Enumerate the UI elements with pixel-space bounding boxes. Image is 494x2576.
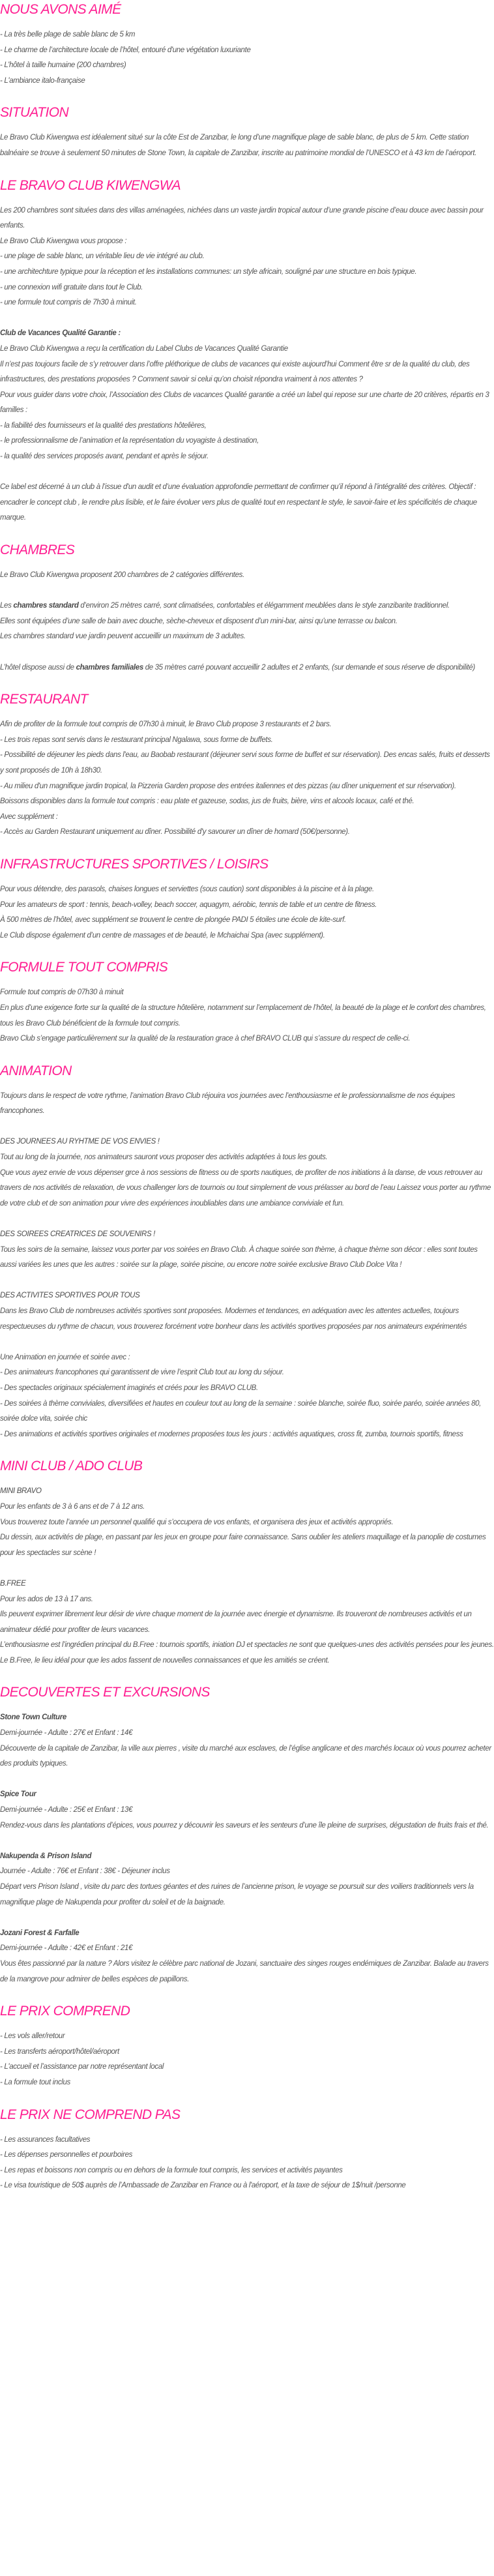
paragraph: Que vous ayez envie de vous dépenser grce à nos sessions de fitness ou de sports nautiques, de profiter de nos initiations à la danse, de vous retrouver au travers de nos activités de relaxation, de vous challenger lors de tournois ou tout simplement de vous prélasser au bord de l’eau Laissez vous porter au rythme de votre club et de son animation pour vivre des expériences inoubliables dans une ambiance conviviale et fun.: [0, 1168, 491, 1207]
subheading: MINI BRAVO: [0, 1487, 42, 1496]
paragraph: En plus d’une exigence forte sur la qualité de la structure hôtelière, notamment sur l’emplacement de l’hôtel, la beauté de la plage et le confort des chambres, tous les Bravo Club bénéficient de la formule tout compris.: [0, 1003, 486, 1028]
section-title: FORMULE TOUT COMPRIS: [0, 960, 168, 975]
excursion-name: Spice Tour: [0, 1790, 36, 1799]
paragraph: Le Bravo Club Kiwengwa vous propose :: [0, 237, 127, 245]
section-excursions: [0, 1683, 494, 1987]
list-item: - Des soirées à thème conviviales, diversifiées et hautes en couleur tout au long de la semaine : soirée blanche, soirée fluo, soirée paréo, soirée années 80, soirée dolce vita, soirée chic: [0, 1399, 482, 1423]
bold-room-type: chambres standard: [13, 602, 79, 610]
spacer: [0, 311, 494, 327]
list-item: - La très belle plage de sable blanc de 5 km: [0, 31, 136, 38]
list-item: - Les trois repas sont servis dans le restaurant principal Ngalawa, sous forme de buffets.: [0, 735, 273, 744]
excursion-item: [0, 1787, 494, 1833]
paragraph: Formule tout compris de 07h30 à minuit: [0, 988, 124, 997]
list-item: - L'ambiance italo-française: [0, 76, 85, 85]
section-title: CHAMBRES: [0, 542, 75, 558]
paragraph: Du dessin, aux activités de plage, en passant par les jeux en groupe pour faire connaissance. Sans oublier les ateliers maquillage et la panoplie de costumes pour les spectacles sur scène !: [0, 1533, 486, 1557]
list-item: - Les repas et boissons non compris ou en dehors de la formule tout compris, les services et activités payantes: [0, 2166, 343, 2174]
text: de 35 mètres carré pouvant accueillir 2 adultes et 2 enfants, (sur demande et sous réserve de disponibilité): [143, 663, 475, 672]
text: d’environ 25 mètres carré, sont climatisées, confortables et élégamment meublées dans le style zanzibarite traditionnel.: [78, 602, 450, 610]
subheading: DES JOURNEES AU RYHTME DE VOS ENVIES !: [0, 1138, 160, 1146]
section-chambres: [0, 540, 494, 675]
paragraph: Tout au long de la journée, nos animateurs sauront vous proposer des activités adaptées à tous les gouts.: [0, 1153, 328, 1162]
section-animation: [0, 1061, 494, 1443]
excursion-price: Demi-journée - Adulte : 27€ et Enfant : 14€: [0, 1729, 133, 1738]
spacer: [0, 1561, 494, 1577]
list-item: - L'accueil et l’assistance par notre représentant local: [0, 2063, 164, 2071]
paragraph: Afin de profiter de la formule tout compris de 07h30 à minuit, le Bravo Club propose 3 restaurants et 2 bars.: [0, 720, 332, 729]
paragraph: Pour les ados de 13 à 17 ans.: [0, 1595, 93, 1603]
section-title: LE PRIX COMPREND: [0, 2004, 130, 2019]
subheading: B.FREE: [0, 1579, 26, 1588]
paragraph-standard-rooms: [0, 599, 494, 614]
section-title: LE PRIX NE COMPREND PAS: [0, 2107, 181, 2122]
section-title: DECOUVERTES ET EXCURSIONS: [0, 1685, 210, 1700]
list-item: - La formule tout inclus: [0, 2078, 70, 2086]
text: L’hôtel dispose aussi de: [0, 663, 76, 672]
section-restaurant: [0, 690, 494, 840]
spacer: [0, 1772, 494, 1788]
list-item: - une formule tout compris de 7h30 à minuit.: [0, 299, 137, 307]
paragraph: L’enthousiasme est l’ingrédien principal du B.Free : tournois sportifs, iniation DJ et spectacles ne sont que quelques-unes des activités pensées pour les jeunes.: [0, 1641, 494, 1650]
paragraph: Le Bravo Club Kiwengwa a reçu la certification du Label Clubs de Vacances Qualité Garantie: [0, 344, 288, 353]
list-item: - L’hôtel à taille humaine (200 chambres): [0, 61, 126, 70]
paragraph: Il n’est pas toujours facile de s’y retrouver dans l’offre pléthorique de clubs de vacances qui existe aujourd’hui Comment être sr de la qualité du club, des infrastructures, des prestations proposées ? Comment savoir si celui qu’on choisit répondra vraiment à nos attentes ?: [0, 360, 470, 384]
paragraph: Ce label est décerné à un club à l’issue d'un audit et d’une évaluation approfondie permettant de confirmer qu’il répond à l’intégralité des critères. Objectif : encadrer le concept club , le rendre plus lisible, et le faire évoluer vers plus de qualité tout en respectant le style, le savoir-faire et les spécificités de chaque marque.: [0, 483, 477, 522]
spacer: [0, 1833, 494, 1849]
section-mini-club: [0, 1457, 494, 1668]
excursion-name: Stone Town Culture: [0, 1713, 66, 1722]
section-title: MINI CLUB / ADO CLUB: [0, 1458, 143, 1474]
list-item: - Des spectacles originaux spécialement imaginés et créés pour les BRAVO CLUB.: [0, 1384, 258, 1392]
list-item: - le professionnalisme de l’animation et la représentation du voyagiste à destination,: [0, 437, 259, 445]
list-item: - Les dépenses personnelles et pourboires: [0, 2151, 133, 2159]
paragraph: Vous trouverez toute l’année un personnel qualifié qui s’occupera de vos enfants, et organisera des jeux et activités appropriés.: [0, 1518, 394, 1526]
paragraph: Pour les enfants de 3 à 6 ans et de 7 à 12 ans.: [0, 1502, 145, 1511]
list-item: - une plage de sable blanc, un véritable lieu de vie intégré au club.: [0, 252, 205, 261]
list-item: - Accès au Garden Restaurant uniquement au dîner. Possibilité d'y savourer un dîner de homard (50€/personne).: [0, 828, 350, 836]
excursion-description: Rendez-vous dans les plantations d’épices, vous pourrez y découvrir les saveurs et les senteurs d’une île pleine de surprises, dégustation de fruits frais et thé.: [0, 1821, 489, 1829]
excursion-price: Demi-journée - Adulte : 25€ et Enfant : 13€: [0, 1806, 133, 1814]
list-item: - Les transferts aéroport/hôtel/aéroport: [0, 2047, 119, 2056]
section-title: LE BRAVO CLUB KIWENGWA: [0, 177, 181, 193]
paragraph: Pour vous guider dans votre choix, l’Association des Clubs de vacances Qualité garantie a créé un label qui repose sur une charte de 20 critères, répartis en 3 familles :: [0, 391, 489, 415]
list-item: - Des animateurs francophones qui garantissent de vivre l’esprit Club tout au long du séjour.: [0, 1369, 284, 1377]
section-prix-comprend: [0, 2002, 494, 2090]
paragraph: Bravo Club s’engage particulièrement sur la qualité de la restauration grace à chef BRAVO CLUB qui s’assure du respect de celle-ci.: [0, 1035, 411, 1043]
excursion-name: Jozani Forest & Farfalle: [0, 1929, 80, 1937]
list-item: - Des animations et activités sportives originales et modernes proposées tous les jours : activités aquatiques, cross fit, zumba, tournois sportifs, fitness: [0, 1430, 463, 1438]
excursion-item: [0, 1926, 494, 1987]
paragraph-family-rooms: [0, 660, 494, 676]
spacer: [0, 584, 494, 599]
section-title: INFRASTRUCTURES SPORTIVES / LOISIRS: [0, 856, 269, 872]
subheading-quality: Club de Vacances Qualité Garantie :: [0, 329, 121, 338]
paragraph: Dans les Bravo Club de nombreuses activités sportives sont proposées. Modernes et tendances, en adéquation avec les attentes actuelles, toujours respectueuses du rythme de chacun, vous trouverez forcément votre bonheur dans les activités sportives proposées par nos animateurs expérimentés: [0, 1307, 467, 1331]
paragraph: Le Bravo Club Kiwengwa proposent 200 chambres de 2 catégories différentes.: [0, 571, 244, 580]
paragraph: Pour vous détendre, des parasols, chaises longues et serviettes (sous caution) sont disponibles à la piscine et à la plage.: [0, 885, 374, 893]
paragraph: Les 200 chambres sont situées dans des villas aménagées, nichées dans un vaste jardin tropical autour d’une grande piscine d’eau douce avec bassin pour enfants.: [0, 206, 484, 230]
paragraph: Le B.Free, le lieu idéal pour que les ados fassent de nouvelles connaissances et que les amitiés se créent.: [0, 1656, 330, 1665]
paragraph: Avec supplément :: [0, 812, 58, 821]
spacer: [0, 1273, 494, 1289]
paragraph: Tous les soirs de la semaine, laissez vous porter par vos soirées en Bravo Club. À chaque soirée son thème, à chaque thème son décor : elles sont toutes aussi variées les unes que les autres : soirée sur la plage, soirée piscine, ou encore notre soirée exclusive Bravo Club Dolce Vita !: [0, 1245, 478, 1269]
text: Les: [0, 602, 14, 610]
paragraph: Ils peuvent exprimer librement leur désir de vivre chaque moment de la journée avec énergie et dynamisme. Ils trouveront de nombreuses activités et un animateur dédié pour profiter de leurs vacances.: [0, 1610, 472, 1634]
excursion-description: Vous êtes passionné par la nature ? Alors visitez le célèbre parc national de Jozani, sanctuaire des singes rouges endémiques de Zanzibar. Balade au travers de la mangrove pour admirer de belles espèces de papillons.: [0, 1959, 489, 1983]
bold-room-type: chambres familiales: [76, 663, 143, 672]
list-item: - Le charme de l’architecture locale de l’hôtel, entouré d'une végétation luxuriante: [0, 46, 251, 54]
list-item: - Le visa touristique de 50$ auprès de l’Ambassade de Zanzibar en France ou à l'aéroport, et la taxe de séjour de 1$/nuit /personne: [0, 2182, 406, 2190]
spacer: [0, 1910, 494, 1926]
paragraph: Toujours dans le respect de votre rythme, l’animation Bravo Club réjouira vos journées avec l’enthousiasme et le professionnalisme de nos équipes francophones.: [0, 1091, 456, 1116]
excursion-description: Découverte de la capitale de Zanzibar, la ville aux pierres , visite du marché aux esclaves, de l’église anglicane et des marchés locaux où vous pourrez acheter des produits typiques.: [0, 1744, 491, 1768]
paragraph: Le Club dispose également d’un centre de massages et de beauté, le Mchaichai Spa (avec supplément).: [0, 931, 325, 940]
paragraph: Les chambres standard vue jardin peuvent accueillir un maximum de 3 adultes.: [0, 632, 246, 641]
list-item: - Les assurances facultatives: [0, 2135, 91, 2144]
paragraph: Le Bravo Club Kiwengwa est idéalement situé sur la côte Est de Zanzibar, le long d’une magnifique plage de sable blanc, de plus de 5 km. Cette station balnéaire se trouve à seulement 50 minutes de Stone Town, la capitale de Zanzibar, inscrite au patrimoine mondial de l’UNESCO et à 43 km de l’aéroport.: [0, 134, 477, 157]
section-title: ANIMATION: [0, 1063, 72, 1078]
section-title: RESTAURANT: [0, 692, 88, 707]
list-item: - la qualité des services proposés avant, pendant et après le séjour.: [0, 452, 209, 461]
excursion-item: [0, 1710, 494, 1771]
excursion-price: Journée - Adulte : 76€ et Enfant : 38€ - Déjeuner inclus: [0, 1867, 170, 1876]
list-item: - la fiabilité des fournisseurs et la qualité des prestations hôtelières,: [0, 421, 207, 430]
paragraph: À 500 mètres de l’hôtel, avec supplément se trouvent le centre de plongée PADI 5 étoiles une école de kite-surf.: [0, 916, 346, 925]
list-item: - Possibilité de déjeuner les pieds dans l'eau, au Baobab restaurant (déjeuner servi sous forme de buffet et sur réservation). Des encas salés, fruits et desserts y sont proposés de 10h à 18h30.: [0, 751, 490, 775]
subheading: DES ACTIVITES SPORTIVES POUR TOUS: [0, 1292, 140, 1300]
excursion-price: Demi-journée - Adulte : 42€ et Enfant : 21€: [0, 1944, 133, 1953]
excursion-item: [0, 1849, 494, 1910]
section-prix-ne-comprend-pas: [0, 2105, 494, 2194]
paragraph: Boissons disponibles dans la formule tout compris : eau plate et gazeuse, sodas, jus de fruits, bière, vins et alcools locaux, café et thé.: [0, 797, 414, 806]
paragraph: Une Animation en journée et soirée avec :: [0, 1353, 130, 1361]
spacer: [0, 1335, 494, 1350]
section-nous-avons-aime: [0, 0, 494, 89]
section-infrastructures: [0, 855, 494, 943]
list-item: - Les vols aller/retour: [0, 2032, 65, 2041]
spacer: [0, 1211, 494, 1227]
subheading: DES SOIREES CREATRICES DE SOUVENIRS !: [0, 1230, 155, 1239]
paragraph: Elles sont équipées d’une salle de bain avec douche, sèche-cheveux et disposent d’un mini-bar, ainsi qu’une terrasse ou balcon.: [0, 617, 398, 625]
excursion-name: Nakupenda & Prison Island: [0, 1852, 92, 1860]
section-title: NOUS AVONS AIMÉ: [0, 2, 121, 17]
section-formule: [0, 958, 494, 1046]
excursion-description: Départ vers Prison Island , visite du parc des tortues géantes et des ruines de l’ancienne prison, le voyage se poursuit sur des voiliers traditionnels vers la magnifique plage de Nakupenda pour profiter du soleil et de la baignade.: [0, 1883, 474, 1906]
paragraph: Pour les amateurs de sport : tennis, beach-volley, beach soccer, aquagym, aérobic, tennis de table et un centre de fitness.: [0, 900, 377, 909]
list-item: - Au milieu d'un magnifique jardin tropical, la Pizzeria Garden propose des entrées italiennes et des pizzas (au dîner uniquement et sur réservation).: [0, 782, 456, 790]
list-item: - une connexion wifi gratuite dans tout le Club.: [0, 283, 143, 291]
spacer: [0, 645, 494, 660]
section-situation: [0, 103, 494, 161]
section-bravo-club: [0, 176, 494, 526]
spacer: [0, 1119, 494, 1135]
list-item: - une architechture typique pour la réception et les installations communes: un style africain, souligné par une structure en bois typique.: [0, 267, 417, 276]
spacer: [0, 465, 494, 481]
section-title: SITUATION: [0, 105, 69, 121]
